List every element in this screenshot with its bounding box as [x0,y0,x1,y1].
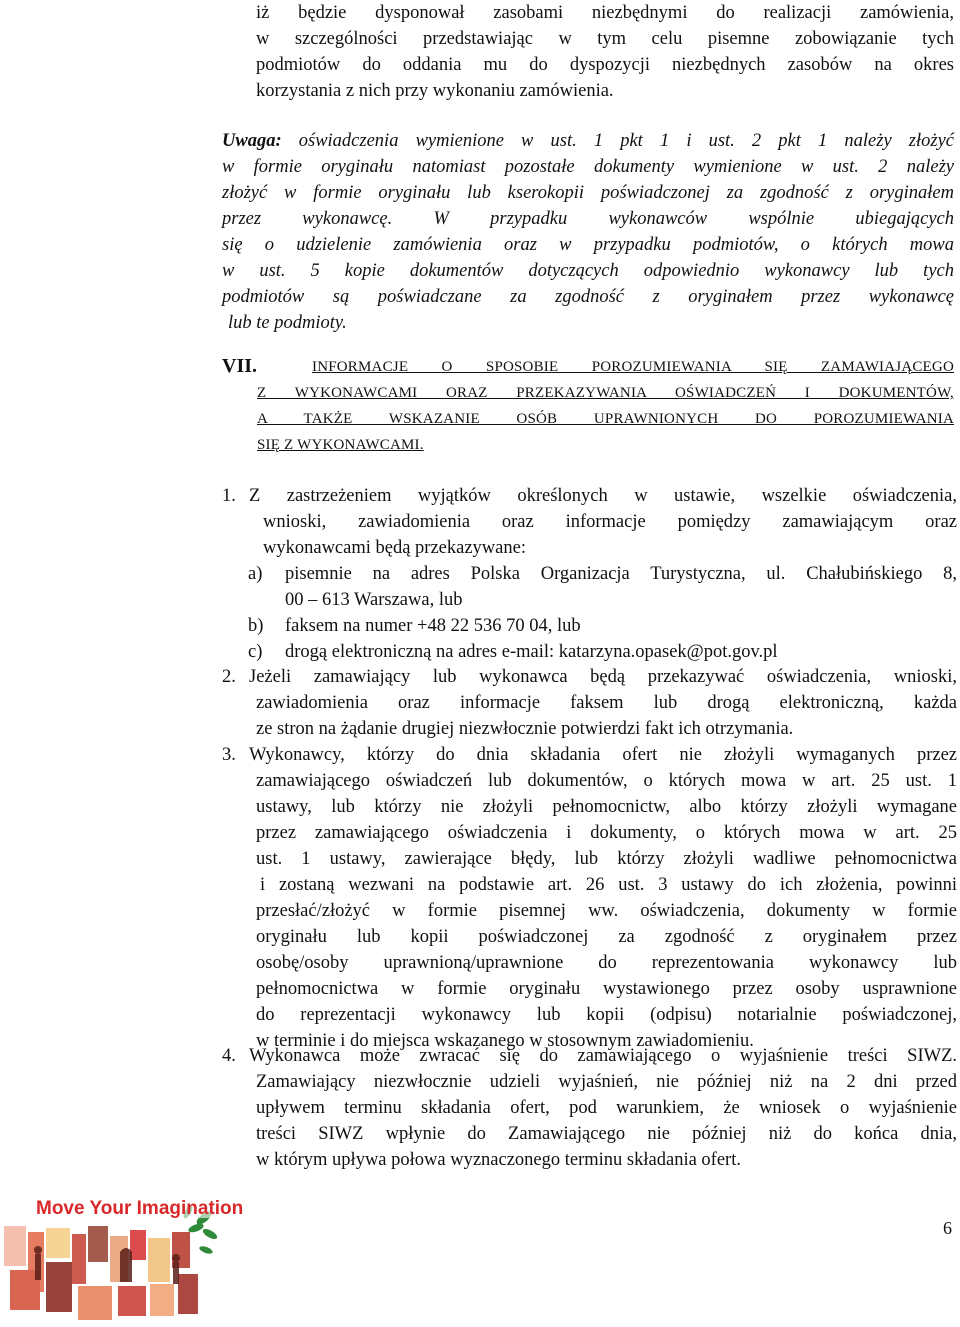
sub-item [248,639,957,665]
text-line: treści SIWZ wpłynie do Zamawiającego nie później niż do końca dnia, [256,1124,957,1144]
text-line: Zamawiający niezwłocznie udzieli wyjaśnień, nie później niż na 2 dni przed [256,1072,957,1092]
text-line: wnioski, zawiadomienia oraz informacje pomiędzy zamawiającym oraz [263,512,957,532]
list-marker: 4. [222,1046,236,1066]
note-line: przez wykonawcę. W przypadku wykonawców wspólnie ubiegających [222,209,954,229]
list-marker: 1. [222,486,236,506]
sub-item [248,561,957,613]
text-line: do reprezentacji wykonawcy lub kopii (odpisu) notarialnie poświadczonej, [256,1005,957,1025]
list-marker: 3. [222,745,236,765]
note-line: Uwaga: oświadczenia wymienione w ust. 1 pkt 1 i ust. 2 pkt 1 należy złożyć [222,131,954,151]
page-number: 6 [943,1218,952,1238]
sub-marker: c) [248,642,263,662]
section-title-line: INFORMACJE O SPOSOBIE POROZUMIEWANIA SIĘ ZAMAWIAJĄCEGO [312,359,954,375]
text-line: 00 – 613 Warszawa, lub [285,590,463,610]
list-item [222,1043,957,1173]
text-line: osobę/osoby uprawnioną/uprawnione do reprezentowania wykonawcy lub [256,953,957,973]
text-line: Wykonawcy, którzy do dnia składania ofert nie złożyli wymaganych przez [249,745,957,765]
email-line: drogą elektroniczną na adres e-mail: katarzyna.opasek@pot.gov.pl [285,642,778,662]
text-line: korzystania z nich przy wykonaniu zamówienia. [256,81,614,101]
text-line: ze stron na żądanie drugiej niezwłocznie potwierdzi fakt ich otrzymania. [256,719,794,739]
text-line: i zostaną wezwani na podstawie art. 26 ust. 3 ustawy do ich złożenia, powinni [260,875,957,895]
text-line: pisemnie na adres Polska Organizacja Turystyczna, ul. Chałubińskiego 8, [285,564,957,584]
text-line: w terminie i do miejsca wskazanego w stosownym zawiadomieniu. [256,1031,754,1051]
text-line: Jeżeli zamawiający lub wykonawca będą przekazywać oświadczenia, wnioski, [249,667,957,687]
section-title-line: SIĘ Z WYKONAWCAMI. [257,437,424,453]
logo-text: Move Your Imagination [36,1198,244,1219]
section-title-line: Z WYKONAWCAMI ORAZ PRZEKAZYWANIA OŚWIADCZEŃ I DOKUMENTÓW, [257,385,954,401]
list-marker: 2. [222,667,236,687]
note-line: złożyć w formie oryginału lub kserokopii poświadczonej za zgodność z oryginałem [222,183,954,203]
note-line: lub te podmioty. [228,313,347,333]
intro-paragraph [256,0,954,104]
section-title-line: A TAKŻE WSKAZANIE OSÓB UPRAWNIONYCH DO POROZUMIEWANIA [257,411,954,427]
logo-graphic [0,1188,244,1322]
text-line: przesłać/złożyć w formie pisemnej ww. oświadczenia, dokumenty w formie [256,901,957,921]
text-line: w którym upływa połowa wyznaczonego terminu składania ofert. [256,1150,741,1170]
text-line: ustawy, lub którzy nie złożyli pełnomocnictw, albo którzy złożyli wymagane [256,797,957,817]
list-item [222,664,957,742]
text-line: wykonawcami będą przekazywane: [263,538,526,558]
list-item [222,483,957,561]
note-paragraph [222,128,954,336]
text-line: ust. 1 ustawy, zawierające błędy, lub którzy złożyli wadliwe pełnomocnictwa [256,849,957,869]
note-label: Uwaga: [222,131,282,151]
note-line: się o udzielenie zamówienia oraz w przypadku podmiotów, o których mowa [222,235,954,255]
text-line: zawiadomienia oraz informacje faksem lub drogą elektroniczną, każda [256,693,957,713]
section-number: VII. [222,355,258,377]
text-line: Wykonawca może zwracać się do zamawiającego o wyjaśnienie treści SIWZ. [249,1046,957,1066]
note-line: podmiotów są poświadczane za zgodność z oryginałem przez wykonawcę [222,287,954,307]
text-line: podmiotów do oddania mu do dyspozycji niezbędnych zasobów na okres [256,55,954,75]
sub-marker: a) [248,564,263,584]
move-your-imagination-logo [0,1188,244,1322]
text-line: Z zastrzeżeniem wyjątków określonych w ustawie, wszelkie oświadczenia, [249,486,957,506]
list-item [222,742,957,1054]
sub-marker: b) [248,616,264,636]
text-line: faksem na numer +48 22 536 70 04, lub [285,616,581,636]
note-line: w ust. 5 kopie dokumentów dotyczących odpowiednio wykonawcy lub tych [222,261,954,281]
sub-item [248,613,957,639]
text-line: w szczególności przedstawiając w tym celu pisemne zobowiązanie tych [256,29,954,49]
text-line: upływem terminu składania ofert, pod warunkiem, że wniosek o wyjaśnienie [256,1098,957,1118]
note-line: w formie oryginału natomiast pozostałe dokumenty wymienione w ust. 2 należy [222,157,954,177]
text-line: pełnomocnictwa w formie oryginału wystawionego przez osoby usprawnione [256,979,957,999]
text-line: przez zamawiającego oświadczenia i dokumenty, o których mowa w art. 25 [256,823,957,843]
text-line: iż będzie dysponował zasobami niezbędnymi do realizacji zamówienia, [256,3,954,23]
text-line: oryginału lub kopii poświadczonej za zgodność z oryginałem przez [256,927,957,947]
text-line: zamawiającego oświadczeń lub dokumentów, o których mowa w art. 25 ust. 1 [256,771,957,791]
